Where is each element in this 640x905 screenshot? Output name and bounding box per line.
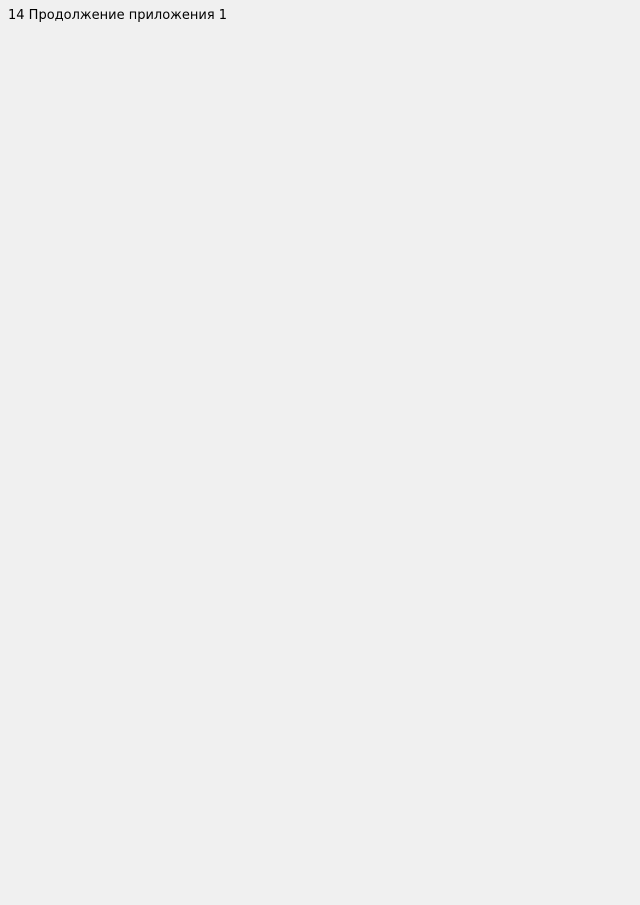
screen: 14 Продолжение приложения 1 [8, 8, 228, 23]
